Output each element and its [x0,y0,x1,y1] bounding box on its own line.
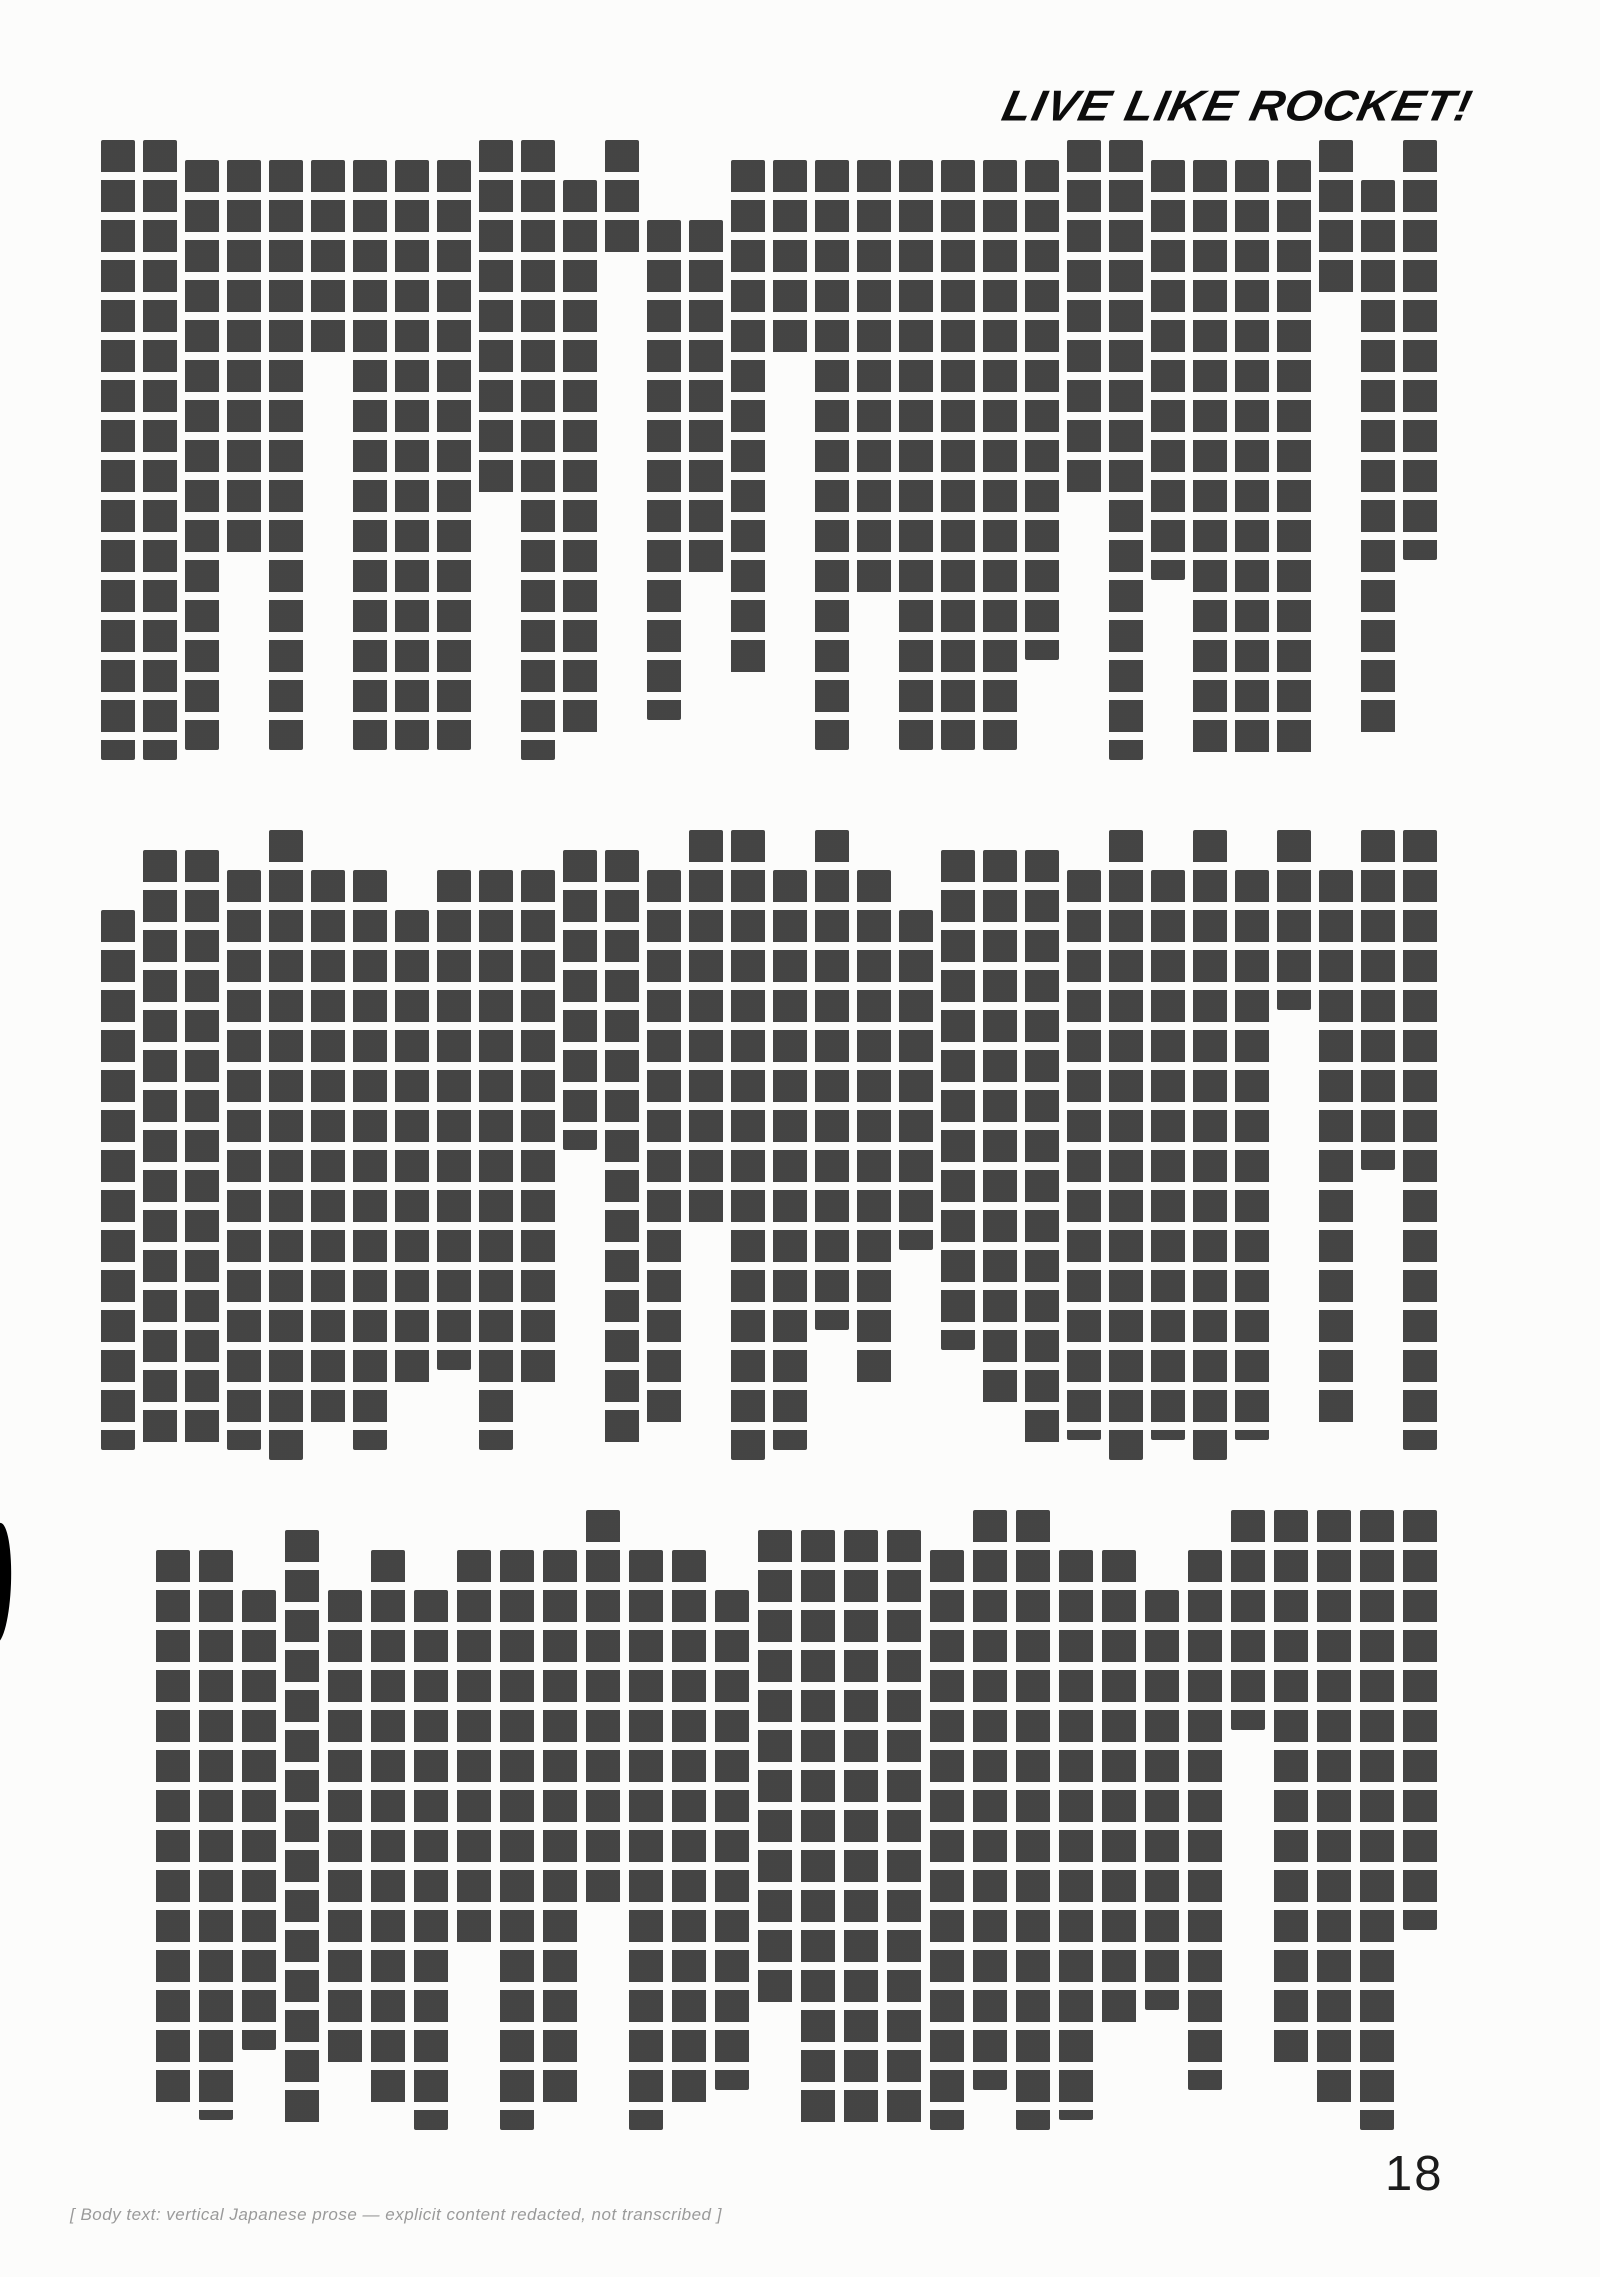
redacted-text-column [1025,850,1059,1450]
redacted-text-column [353,160,387,750]
redacted-text-column [1059,1550,1093,2120]
redacted-text-column [500,1550,534,2130]
redacted-text-column [1403,140,1437,560]
redacted-text-column [1102,1550,1136,2030]
redacted-text-column [689,220,723,580]
redacted-text-column [801,1530,835,2130]
redacted-text-column [1067,140,1101,500]
redacted-text-column [758,1530,792,2010]
redacted-text-column [887,1530,921,2130]
redacted-text-column [629,1550,663,2130]
redacted-text-column [899,910,933,1250]
redacted-text-column [285,1530,319,2130]
redacted-text-column [395,160,429,750]
redacted-text-column [1319,140,1353,300]
redacted-text-column [941,160,975,750]
redacted-text-column [311,160,345,360]
redacted-text-column [1274,1510,1308,2070]
redacted-text-column [1235,870,1269,1440]
redacted-text-column [672,1550,706,2110]
redacted-text-column [242,1590,276,2050]
redacted-text-column [1188,1550,1222,2090]
redacted-text-column [1151,870,1185,1440]
redacted-text-column [1193,160,1227,760]
redacted-text-column [815,830,849,1330]
redacted-text-column [185,160,219,750]
redacted-text-column [143,140,177,760]
redacted-text-column [1361,830,1395,1170]
redacted-text-column [437,160,471,750]
redacted-text-column [414,1590,448,2130]
redacted-text-column [563,180,597,740]
redacted-text-column [199,1550,233,2120]
redacted-text-column [328,1590,362,2070]
redacted-text-column [647,870,681,1430]
redacted-text-column [983,160,1017,750]
redacted-text-column [1025,160,1059,660]
redacted-text-column [156,1550,190,2110]
redacted-text-column [1109,140,1143,760]
redacted-text-column [1361,180,1395,740]
redacted-text-column [857,160,891,600]
text-band-3 [0,1490,1600,2135]
redacted-text-column [941,850,975,1350]
redacted-text-column [563,850,597,1150]
redacted-text-column [715,1590,749,2090]
text-band-2 [0,810,1600,1460]
redacted-text-column [1193,830,1227,1460]
redacted-text-column [227,160,261,560]
redacted-text-column [227,870,261,1450]
redaction-note: [ Body text: vertical Japanese prose — explicit content redacted, not transcribed ] [70,2205,722,2224]
redacted-text-column [973,1510,1007,2090]
redacted-text-column [731,830,765,1460]
logo-live-like-rocket: LIVE LIKE ROCKET! [998,80,1478,130]
redacted-text-column [143,850,177,1450]
redacted-text-column [101,140,135,760]
redacted-text-column [1231,1510,1265,1730]
redacted-text-column [521,870,555,1390]
redacted-text-column [647,220,681,720]
redacted-text-column [1403,830,1437,1450]
redacted-text-column [689,830,723,1230]
redacted-text-column [1235,160,1269,760]
redacted-text-column [815,160,849,750]
redacted-text-column [1151,160,1185,580]
redacted-text-column [930,1550,964,2130]
redacted-text-column [479,870,513,1450]
redacted-text-column [773,870,807,1450]
redacted-text-column [395,910,429,1390]
redacted-text-column [1319,870,1353,1430]
redacted-text-column [1277,830,1311,1010]
redacted-text-column [857,870,891,1390]
redacted-text-column [983,850,1017,1410]
redacted-text-column [605,140,639,260]
redacted-text-column [1360,1510,1394,2130]
redacted-text-column [1317,1510,1351,2110]
redacted-text-column [479,140,513,500]
redacted-text-column [101,910,135,1450]
redacted-text-column [844,1530,878,2130]
redacted-text-column [437,870,471,1370]
redacted-text-column [773,160,807,360]
redacted-text-column [899,160,933,750]
redacted-text-column [731,160,765,680]
redacted-text-column [543,1550,577,2110]
redacted-text-column [371,1550,405,2110]
redacted-text-column [1403,1510,1437,1930]
redacted-text-column [586,1510,620,1910]
redacted-text-column [1067,870,1101,1440]
redacted-text-column [521,140,555,760]
redacted-text-column [185,850,219,1450]
page-number: 18 [1385,2147,1444,2201]
redacted-text-column [311,870,345,1430]
redacted-text-column [605,850,639,1450]
redacted-text-column [1109,830,1143,1460]
redacted-text-column [269,160,303,750]
redacted-text-column [1277,160,1311,760]
redacted-text-column [353,870,387,1450]
redacted-text-column [1145,1590,1179,2010]
redacted-text-column [457,1550,491,1950]
redacted-text-column [1016,1510,1050,2130]
redacted-text-column [269,830,303,1460]
text-band-1 [0,120,1600,768]
